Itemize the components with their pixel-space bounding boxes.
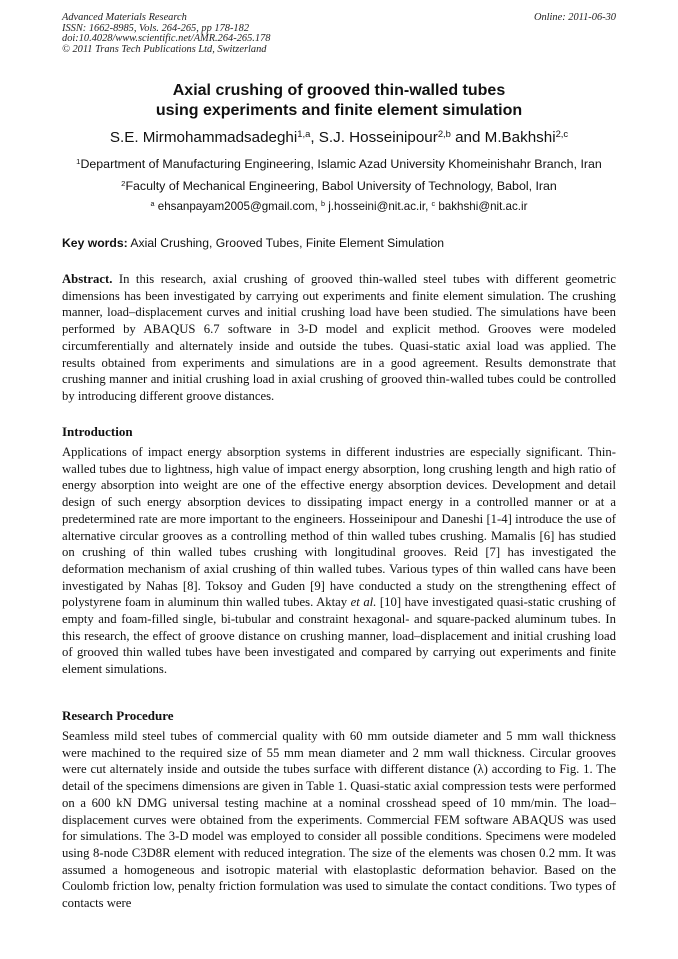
introduction-paragraph — [62, 444, 616, 678]
affiliation-2 — [30, 178, 648, 194]
title-line-1: Axial crushing of grooved thin-walled tubes — [172, 82, 506, 99]
email-separator: , — [425, 200, 432, 213]
research-paragraph — [62, 728, 616, 912]
author-name: S.J. Hosseinipour — [318, 129, 438, 146]
abstract-label: Abstract. — [62, 272, 113, 286]
journal-header — [62, 13, 616, 55]
affiliation-superscript: 2 — [121, 178, 126, 188]
email-superscript: a — [150, 199, 155, 209]
affiliation-text: Faculty of Mechanical Engineering, Babol University of Technology, Babol, Iran — [125, 179, 557, 193]
author-separator: and — [450, 129, 485, 146]
research-text: Seamless mild steel tubes of commercial quality with 60 mm outside diameter and 5 mm wall thickness were machined to the required size of 55 mm mean diameter and 2 mm wall thickness. Circular grooves were cut alternately inside and outside the tubes surface with different distance (λ) according to Fig. 1. The detail of the specimens dimensions are given in Table 1. Quasi-static axial compression tests were performed on a 600 kN DMG universal testing machine at a nominal crosshead speed of 10 mm/min. The load–displacement curves were obtained from the experiments. Commercial FEM software ABAQUS was used for simulations. The 3-D model was employed to consider all possible conditions. Specimens were modeled using 8-node C3D8R element with reduced integration. The size of the elements was chosen 0.2 mm. It was assumed a homogeneous and isotropic material with elastoplastic deformation behavior. Based on the Coulomb friction low, penalty friction formulation was used to simulate the contact conditions. Two types of contacts were — [62, 729, 616, 911]
affiliation-1 — [30, 156, 648, 172]
email-address: bakhshi@nit.ac.ir — [438, 200, 528, 213]
journal-name: Advanced Materials Research — [62, 12, 187, 23]
section-heading-research-procedure: Research Procedure — [62, 708, 174, 723]
author-superscript: 2,c — [555, 127, 569, 139]
author-list — [62, 129, 616, 147]
issn-line: ISSN: 1662-8985, Vols. 264-265, pp 178-182 — [62, 22, 250, 34]
email-address: j.hosseini@nit.ac.ir — [328, 200, 426, 213]
copyright-line: © 2011 Trans Tech Publications Ltd, Switzerland — [62, 43, 267, 55]
author-superscript: 1,a — [297, 127, 311, 139]
affiliation-text: Department of Manufacturing Engineering, Islamic Azad University Khomeinishahr Branch, Iran — [80, 157, 602, 171]
introduction-text: Applications of impact energy absorption systems in different industries are especially significant. Thin-walled tubes due to lightness, high value of impact energy absorption, long crushing length and high ratio of energy absorption into weight are one of the effective energy absorption devices. Development and detail design of such energy absorption devices to dissipating impact energy in a controlled manner or at a predetermined rate are more important to the engineers. Hosseinipour and Daneshi [1-4] introduce the use of alternative circular grooves as a controlling method of thin walled tubes crushing. Mamalis [6] has studied on crushing of thin walled tubes crushing with longitudinal grooves. Reid [7] has investigated the deformation mechanism of axial crushing of thin walled tubes. Various types of thin walled cans have been investigated by Nahas [8]. Toksoy and Guden [9] have conducted a study on the strengthening effect of polystyrene foam in aluminum thin walled tubes. Aktay — [62, 445, 616, 610]
email-separator: , — [314, 200, 321, 213]
doi-line: doi:10.4028/www.scientific.net/AMR.264-265.178 — [62, 33, 271, 45]
paper-title — [62, 81, 616, 121]
keywords — [62, 236, 616, 251]
affiliation-superscript: 1 — [76, 156, 81, 166]
introduction-text-continued: [10] have investigated quasi-static crushing of empty and foam-filled single, bi-tubular and constraint hexagonal- and square-packed aluminum tubes. In this research, the effect of groove distance on crushing manner, load–displacement and initial crushing load of grooved thin walled tubes have been investigated and compared by carrying out experiments and finite element simulations. — [62, 595, 616, 677]
title-line-2: using experiments and finite element simulation — [155, 102, 523, 119]
keywords-text: Axial Crushing, Grooved Tubes, Finite Element Simulation — [127, 236, 445, 250]
email-address: ehsanpayam2005@gmail.com — [157, 200, 315, 213]
email-superscript: b — [321, 199, 325, 209]
abstract-paragraph — [62, 271, 616, 405]
author-emails — [62, 199, 616, 214]
abstract-text: In this research, axial crushing of grooved thin-walled steel tubes with different geometric dimensions has been investigated by carrying out experiments and finite element simulation. The crushing manner, load–displacement curves and initial crushing load have been studied. The simulations have been performed by ABAQUS 6.7 software in 3-D model and explicit method. Grooves were modeled circumferentially and alternately inside and outside the tubes. Quasi-static axial load was applied. The results obtained from experiments and simulations are in a good agreement. Results demonstrate that crushing manner and initial crushing load in axial crushing of grooved thin-walled tubes could be controlled by introducing different groove distances. — [62, 272, 616, 403]
section-heading-introduction: Introduction — [62, 424, 133, 439]
author-name: S.E. Mirmohammadsadeghi — [109, 129, 298, 146]
author-name: M.Bakhshi — [484, 129, 556, 146]
author-superscript: 2,b — [437, 127, 451, 139]
keywords-label: Key words: — [62, 236, 128, 250]
email-superscript: c — [431, 199, 436, 209]
introduction-italic: et al. — [350, 595, 377, 610]
online-date: Online: 2011-06-30 — [533, 12, 616, 23]
author-separator: , — [310, 129, 319, 146]
